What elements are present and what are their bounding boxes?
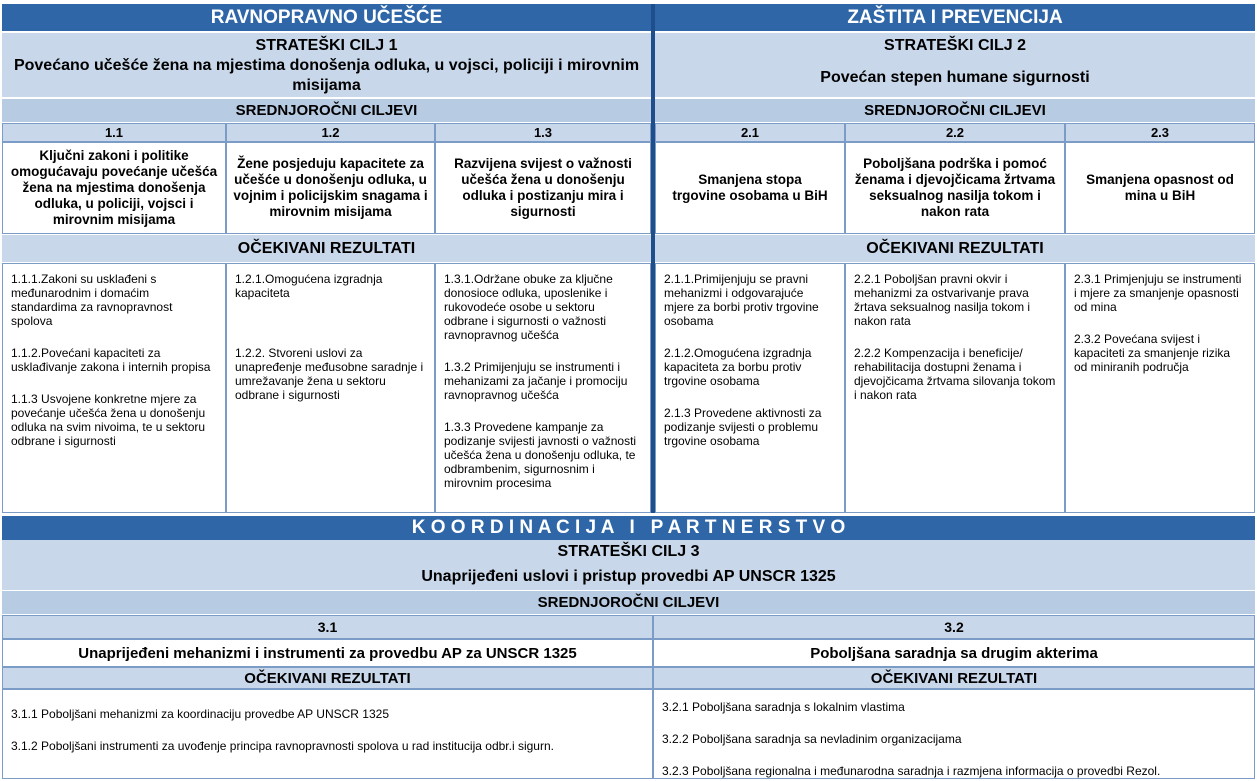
- goal-number: 1.3: [435, 123, 651, 142]
- strategic-goal-3: [2, 540, 1255, 590]
- goal-number: 3.1: [2, 615, 653, 639]
- result-item: 2.2.1 Poboljšan pravni okvir i mehanizmi za ostvarivanje prava žrtava seksualnog nasilja tokom i nakon rata: [854, 272, 1031, 328]
- section-divider: [651, 4, 655, 513]
- left-section-title: RAVNOPRAVNO UČEŠĆE: [2, 4, 651, 31]
- strategic-goal-1-heading: STRATEŠKI CILJ 1: [255, 37, 398, 54]
- medium-term-goals-label-left: SREDNJOROČNI CILJEVI: [2, 99, 651, 122]
- strategic-goal-1: [2, 33, 651, 97]
- medium-term-goal: Smanjena opasnost od mina u BiH: [1065, 142, 1255, 234]
- goal-number: 1.2: [226, 123, 435, 142]
- result-item: 1.1.1.Zakoni su usklađeni s međunarodnim i domaćim standardima za ravnopravnost spolova: [11, 272, 173, 328]
- result-item: 3.1.2 Poboljšani instrumenti za uvođenje principa ravnopravnosti spolova u rad institucija odbr.i sigurn.: [11, 739, 554, 753]
- result-item: 1.1.2.Povećani kapaciteti za usklađivanje zakona i internih propisa: [11, 346, 211, 374]
- expected-results-1-2: [226, 263, 435, 513]
- result-item: 2.1.3 Provedene aktivnosti za podizanje svijesti o problemu trgovine osobama: [664, 406, 822, 448]
- medium-term-goal: Žene posjeduju kapacitete za učešće u donošenju odluka, u vojnim i policijskim snagama i mirovnim misijama: [226, 142, 435, 234]
- bottom-section-title: K O O R D I N A C I J A I P A R T N E R S T V O: [2, 516, 1255, 540]
- expected-results-1-1: [2, 263, 226, 513]
- goal-number: 2.2: [845, 123, 1065, 142]
- medium-term-goal: Poboljšana saradnja sa drugim akterima: [653, 639, 1255, 667]
- expected-results-2-2: [845, 263, 1065, 513]
- medium-term-goal: Razvijena svijest o važnosti učešća žena u donošenju odluka i postizanju mira i sigurnosti: [435, 142, 651, 234]
- strategic-goal-2-heading: STRATEŠKI CILJ 2: [884, 37, 1026, 54]
- expected-results-3-1: [2, 689, 653, 779]
- medium-term-goal: Smanjena stopa trgovine osobama u BiH: [655, 142, 845, 234]
- strategic-goal-3-heading: STRATEŠKI CILJ 3: [557, 543, 700, 560]
- expected-results-3-2: [653, 689, 1255, 779]
- result-item: 1.3.1.Održane obuke za ključne donosioce odluka, uposlenike i rukovodeće osobe u sektoru odbrane i sigurnosti o važnosti ravnopravnog učešća: [444, 272, 613, 342]
- goal-number: 2.3: [1065, 123, 1255, 142]
- result-item: 2.3.1 Primjenjuju se instrumenti i mjere za smanjenje opasnosti od mina: [1074, 272, 1242, 314]
- expected-results-2-1: [655, 263, 845, 513]
- medium-term-goal: Ključni zakoni i politike omogućavaju povećanje učešća žena na mjestima donošenja odluka, u policiji, vojsci i mirovnim misijama: [2, 142, 226, 234]
- goal-number: 1.1: [2, 123, 226, 142]
- goal-number: 2.1: [655, 123, 845, 142]
- strategic-goal-2-text: Povećan stepen humane sigurnosti: [820, 69, 1090, 86]
- right-section-title: ZAŠTITA I PREVENCIJA: [655, 4, 1255, 31]
- expected-results-2-3: [1065, 263, 1255, 513]
- expected-results-1-3: [435, 263, 651, 513]
- strategic-goal-2: [655, 33, 1255, 97]
- medium-term-goals-label-right: SREDNJOROČNI CILJEVI: [655, 99, 1255, 122]
- strategic-goal-1-text: Povećano učešće žena na mjestima donošenja odluka, u vojsci, policiji i mirovnim misijama: [13, 57, 640, 94]
- result-item: 2.1.1.Primijenjuju se pravni mehanizmi i odgovarajuće mjere za borbi protiv trgovine osobama: [664, 272, 819, 328]
- result-item: 1.3.2 Primijenjuju se instrumenti i mehanizami za jačanje i promociju ravnopravnog učešća: [444, 360, 628, 402]
- expected-results-label-left: OČEKIVANI REZULTATI: [2, 235, 651, 262]
- result-item: 1.2.1.Omogućena izgradnja kapaciteta: [235, 272, 383, 300]
- result-item: 3.2.3 Poboljšana regionalna i međunarodna saradnja i razmjena informacija o provedbi Rezol.: [662, 764, 1161, 778]
- medium-term-goal: Poboljšana podrška i pomoć ženama i djevojčicama žrtvama seksualnog nasilja tokom i nakon rata: [845, 142, 1065, 234]
- expected-results-label-bottom-left: OČEKIVANI REZULTATI: [2, 667, 653, 689]
- medium-term-goal: Unaprijeđeni mehanizmi i instrumenti za provedbu AP za UNSCR 1325: [2, 639, 653, 667]
- result-item: 3.1.1 Poboljšani mehanizmi za koordinaciju provedbe AP UNSCR 1325: [11, 707, 389, 721]
- result-item: 2.1.2.Omogućena izgradnja kapaciteta za borbu protiv trgovine osobama: [664, 346, 812, 388]
- result-item: 2.3.2 Povećana svijest i kapaciteti za smanjenje rizika od miniranih područja: [1074, 332, 1231, 374]
- result-item: 2.2.2 Kompenzacija i beneficije/ rehabilitacija dostupni ženama i djevojčicama žrtvama silovanja tokom i nakon rata: [854, 346, 1056, 402]
- result-item: 3.2.2 Poboljšana saradnja sa nevladinim organizacijama: [662, 732, 962, 746]
- expected-results-label-right: OČEKIVANI REZULTATI: [655, 235, 1255, 262]
- result-item: 1.2.2. Stvoreni uslovi za unapređenje međusobne saradnje i umrežavanje žena u sektoru odbrane i sigurnosti: [235, 346, 424, 402]
- result-item: 3.2.1 Poboljšana saradnja s lokalnim vlastima: [662, 700, 905, 714]
- result-item: 1.3.3 Provedene kampanje za podizanje svijesti javnosti o važnosti učešća žena u donošenju odluka, te odbrambenim, sigurnosnim i mirovnim procesima: [444, 420, 637, 490]
- result-item: 1.1.3 Usvojene konkretne mjere za povećanje učešća žena u donošenju odluka na svim nivoima, te u sektoru odbrane i sigurnosti: [11, 392, 206, 448]
- expected-results-label-bottom-right: OČEKIVANI REZULTATI: [653, 667, 1255, 689]
- strategic-goal-3-text: Unaprijeđeni uslovi i pristup provedbi AP UNSCR 1325: [421, 568, 836, 585]
- goal-number: 3.2: [653, 615, 1255, 639]
- medium-term-goals-label-bottom: SREDNJOROČNI CILJEVI: [2, 591, 1255, 614]
